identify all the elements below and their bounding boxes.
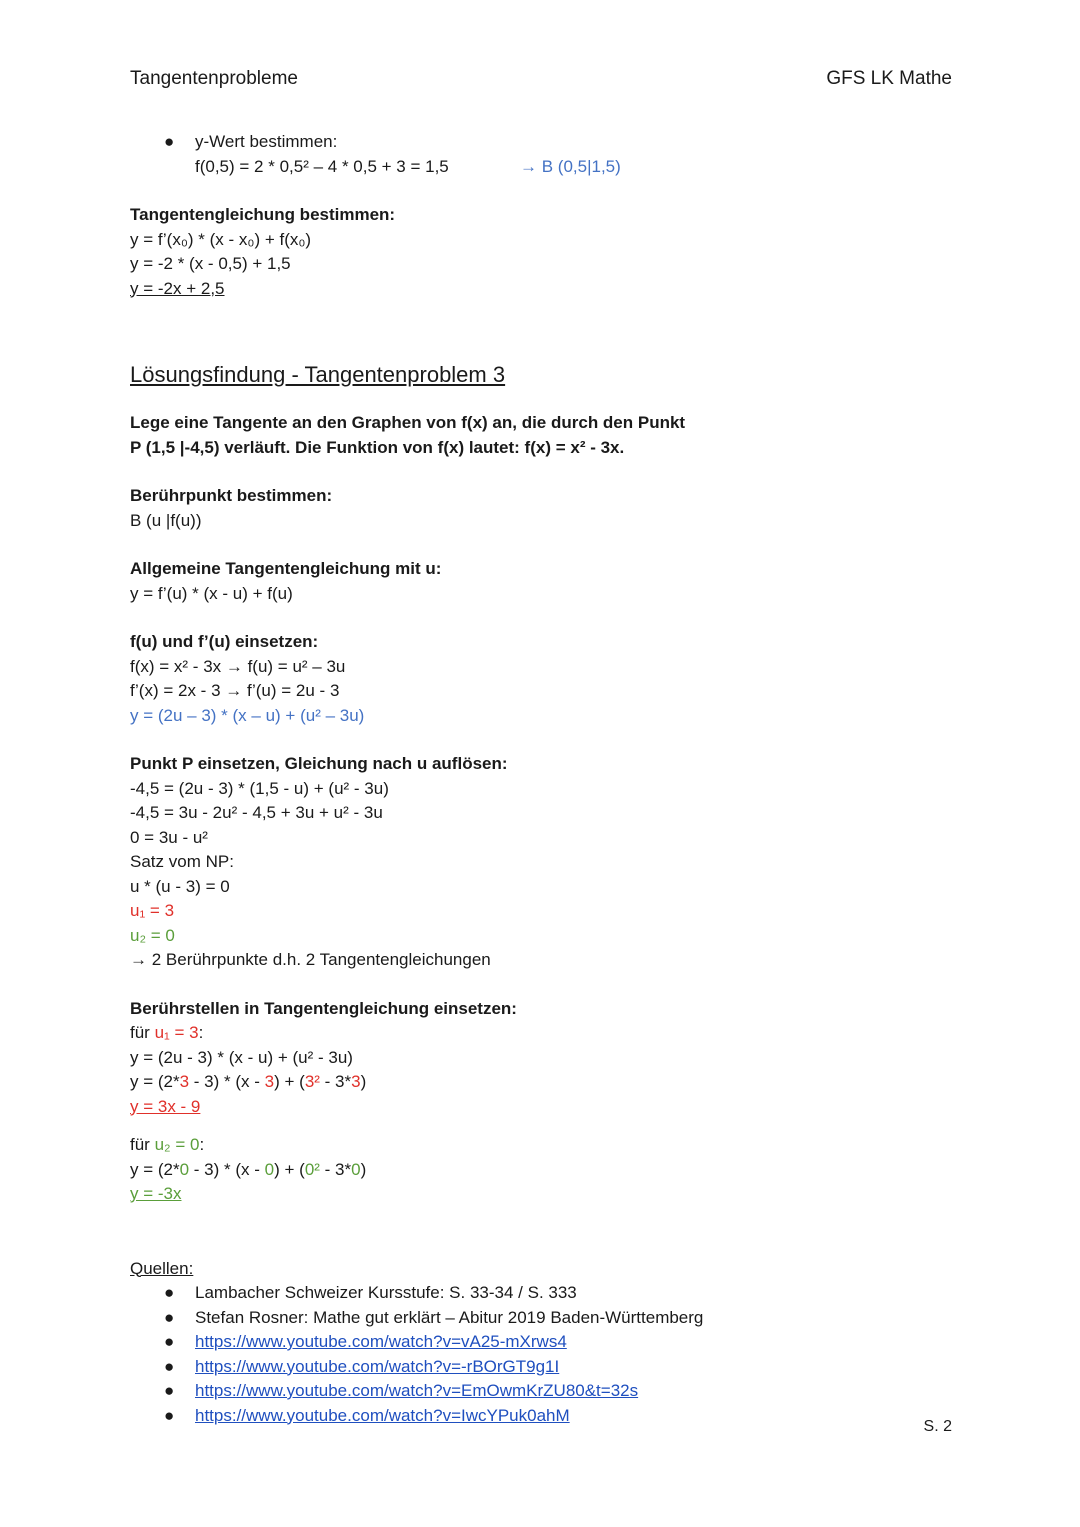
bullet-y-wert [130, 130, 950, 155]
tangent-result: y = -2x + 2,5 [130, 278, 225, 298]
bullet-dot-icon: ● [164, 1332, 175, 1351]
punkt-p-heading: Punkt P einsetzen, Gleichung nach u auflösen: [130, 754, 508, 773]
point-b-result: → B (0,5|1,5) [520, 156, 621, 176]
punkt-p-step-3: 0 = 3u - u² [130, 827, 208, 847]
y-wert-calc: f(0,5) = 2 * 0,5² – 4 * 0,5 + 3 = 1,5 [195, 156, 449, 176]
quellen-link[interactable]: https://www.youtube.com/watch?v=EmOwmKrZU80&t=32s [195, 1381, 639, 1400]
page-number: S. 2 [923, 1418, 952, 1435]
bullet-dot-icon: ● [164, 132, 175, 151]
quellen-link[interactable]: https://www.youtube.com/watch?v=vA25-mXrws4 [195, 1332, 567, 1351]
beruehrpunkt-heading: Berührpunkt bestimmen: [130, 486, 333, 505]
quellen-link-item [130, 1330, 950, 1355]
beruehrpunkt-formula: B (u |f(u)) [130, 510, 202, 530]
y-wert-calc-row [130, 155, 950, 180]
tangent-substituted: y = -2 * (x - 0,5) + 1,5 [130, 254, 291, 273]
stellen-u2-result: y = -3x [130, 1184, 182, 1203]
punkt-p-factored: u * (u - 3) = 0 [130, 876, 230, 896]
solution-u2: u₂ = 0 [130, 925, 175, 945]
einsetzen-fpu: f’(x) = 2x - 3 → f’(u) = 2u - 3 [130, 681, 340, 700]
bullet-dot-icon: ● [164, 1381, 175, 1400]
bullet-dot-icon: ● [164, 1307, 175, 1327]
bullet-dot-icon: ● [164, 1405, 175, 1425]
quellen-link-item [130, 1379, 950, 1404]
header-course: GFS LK Mathe [826, 68, 952, 89]
quellen-item: ● Lambacher Schweizer Kursstufe: S. 33-34 / S. 333 [130, 1281, 950, 1306]
stellen-u1-result: y = 3x - 9 [130, 1096, 201, 1116]
stellen-u1-substituted: y = (2*3 - 3) * (x - 3) + (3² - 3*3) [130, 1072, 367, 1091]
stellen-u2-substituted: y = (2*0 - 3) * (x - 0) + (0² - 3*0) [130, 1159, 367, 1179]
allgemein-heading: Allgemeine Tangentengleichung mit u: [130, 559, 442, 578]
stellen-heading: Berührstellen in Tangentengleichung einsetzen: [130, 998, 517, 1018]
task-line-2: P (1,5 |-4,5) verläuft. Die Funktion von f(x) lautet: f(x) = x² - 3x. [130, 437, 625, 457]
quellen-item: ● Stefan Rosner: Mathe gut erklärt – Abitur 2019 Baden-Württemberg [130, 1306, 950, 1331]
bullet-dot-icon: ● [164, 1356, 175, 1376]
tangent-general: y = f’(x₀) * (x - x₀) + f(x₀) [130, 229, 312, 249]
task-line-1: Lege eine Tangente an den Graphen von f(x) an, die durch den Punkt [130, 413, 686, 432]
einsetzen-fu: f(x) = x² - 3x → f(u) = u² – 3u [130, 656, 346, 676]
stellen-fuer-u1: für u₁ = 3: [130, 1023, 204, 1042]
bullet-dot-icon: ● [164, 1283, 175, 1302]
quellen-link-item [130, 1355, 950, 1380]
quellen-link[interactable]: https://www.youtube.com/watch?v=IwcYPuk0ahM [195, 1405, 570, 1425]
tangent-heading: Tangentengleichung bestimmen: [130, 205, 396, 224]
quellen-heading: Quellen: [130, 1258, 194, 1278]
stellen-u1-general: y = (2u - 3) * (x - u) + (u² - 3u) [130, 1047, 353, 1067]
punkt-p-step-1: -4,5 = (2u - 3) * (1,5 - u) + (u² - 3u) [130, 778, 389, 798]
stellen-fuer-u2: für u₂ = 0: [130, 1135, 205, 1154]
quellen-link[interactable]: https://www.youtube.com/watch?v=-rBOrGT9g1I [195, 1356, 560, 1376]
section-title: Lösungsfindung - Tangentenproblem 3 [130, 362, 506, 387]
document-body [130, 130, 950, 1428]
einsetzen-heading: f(u) und f’(u) einsetzen: [130, 632, 319, 651]
allgemein-formula: y = f’(u) * (x - u) + f(u) [130, 583, 293, 603]
quellen-link-item [130, 1404, 950, 1429]
y-wert-label: y-Wert bestimmen: [195, 132, 338, 151]
satz-vom-np: Satz vom NP: [130, 852, 234, 871]
solution-u1: u₁ = 3 [130, 901, 175, 920]
punkt-p-conclusion: → 2 Berührpunkte d.h. 2 Tangentengleichungen [130, 950, 491, 969]
punkt-p-step-2: -4,5 = 3u - 2u² - 4,5 + 3u + u² - 3u [130, 803, 383, 822]
header-title: Tangentenprobleme [130, 68, 298, 89]
einsetzen-result: y = (2u – 3) * (x – u) + (u² – 3u) [130, 705, 365, 725]
